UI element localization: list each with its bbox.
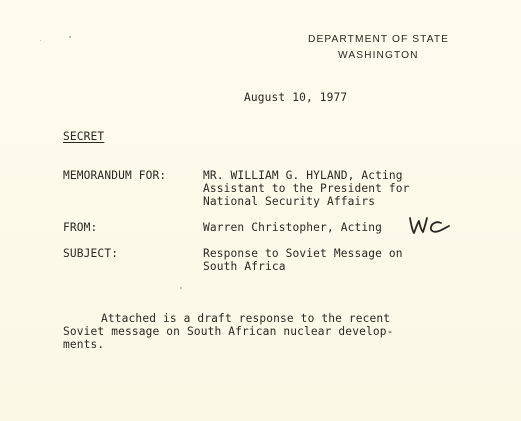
handwritten-initials	[407, 214, 451, 238]
body-line: Attached is a draft response to the recent	[101, 312, 391, 325]
subject-label: SUBJECT:	[63, 247, 119, 260]
letterhead-department: DEPARTMENT OF STATE	[308, 34, 450, 45]
from-value: Warren Christopher, Acting	[203, 221, 383, 234]
paper-speck	[180, 287, 182, 289]
body-line: ments.	[63, 338, 105, 351]
from-label: FROM:	[63, 221, 98, 234]
memorandum-for-label: MEMORANDUM FOR:	[63, 169, 167, 182]
recipient-line: National Security Affairs	[203, 195, 376, 208]
subject-line: Response to Soviet Message on	[203, 247, 403, 260]
paper-speck	[69, 36, 71, 38]
memo-date: August 10, 1977	[244, 91, 348, 104]
classification-marking: SECRET	[63, 130, 105, 143]
recipient-line: MR. WILLIAM G. HYLAND, Acting	[203, 169, 403, 182]
body-line: Soviet message on South African nuclear develop-	[63, 325, 394, 338]
recipient-line: Assistant to the President for	[203, 182, 410, 195]
letterhead-city: WASHINGTON	[338, 50, 419, 61]
subject-line: South Africa	[203, 260, 286, 273]
paper-speck	[40, 40, 41, 41]
